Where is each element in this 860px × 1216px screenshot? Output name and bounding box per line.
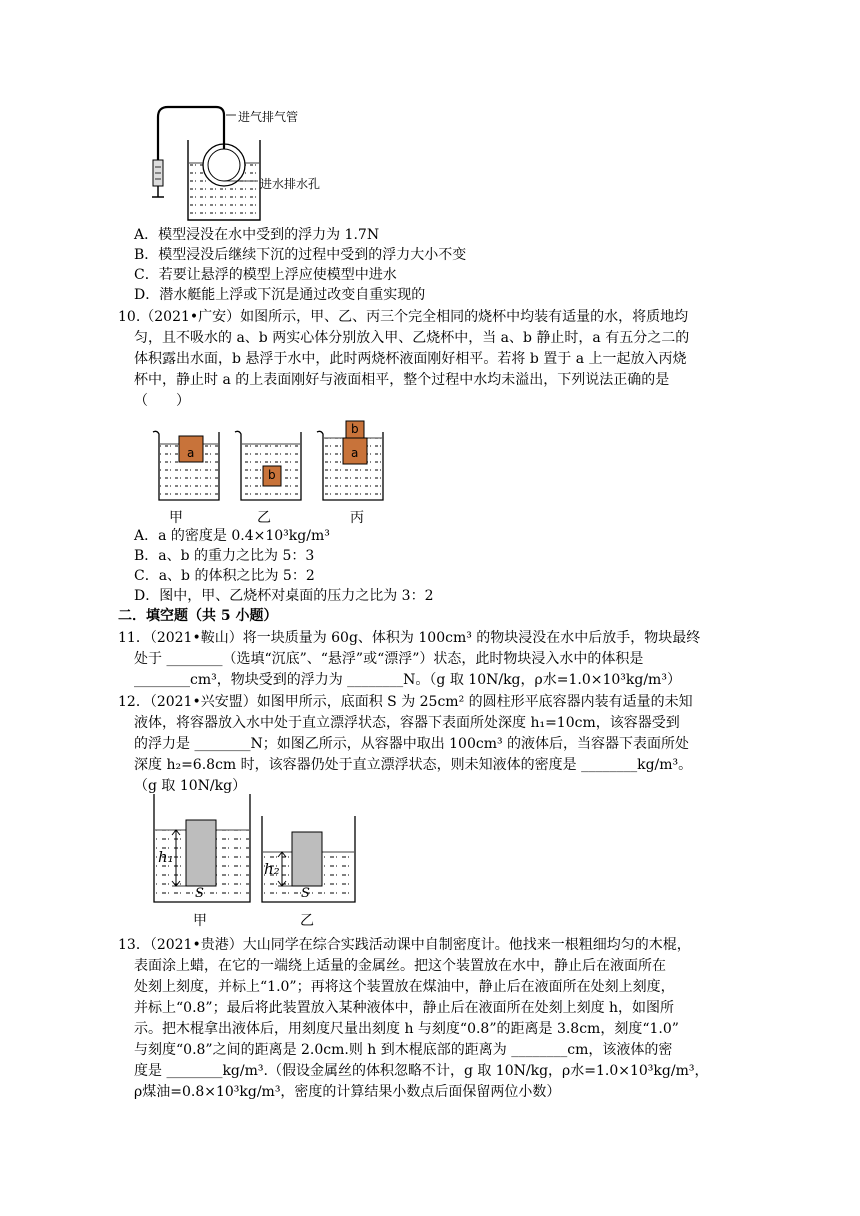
q10-line-1: 10.（2021•广安）如图所示，甲、乙、丙三个完全相同的烧杯中均装有适量的水，将质地均 (118, 309, 689, 325)
q13-line-7: 度是 ________kg/m³.（假设金属丝的体积忽略不计，g 取 10N/kg，ρ水=1.0×10³kg/m³， (134, 1063, 709, 1079)
block-a-bottom-label: a (351, 446, 359, 460)
caption-jia-q12: 甲 (193, 913, 207, 929)
q10-line-5: （ ） (134, 393, 190, 409)
q12-line-5: （g 取 10N/kg） (134, 778, 247, 794)
q10-line-3: 体积露出水面，b 悬浮于水中，此时两烧杯液面刚好相平。若将 b 置于 a 上一起放入丙烧 (134, 351, 687, 367)
q13-line-8: ρ煤油=0.8×10³kg/m³，密度的计算结果小数点后面保留两位小数） (134, 1084, 561, 1100)
h2-label: h₂ (264, 860, 280, 878)
q13-line-2: 表面涂上蜡，在它的一端绕上适量的金属丝。把这个装置放在水中，静止后在液面所在 (134, 958, 666, 974)
block-a-label: a (187, 446, 195, 460)
q9-option-b: B．模型浸没后继续下沉的过程中受到的浮力大小不变 (134, 247, 467, 263)
q10-option-d: D．图中，甲、乙烧杯对桌面的压力之比为 3：2 (134, 588, 434, 604)
q9-option-d: D．潜水艇能上浮或下沉是通过改变自重实现的 (134, 287, 426, 303)
q13-line-3: 处刻上刻度，并标上“1.0”；再将这个装置放在煤油中，静止后在液面所在处刻上刻度， (134, 979, 675, 995)
caption-yi-q12: 乙 (300, 913, 314, 929)
q10-figure (145, 418, 405, 528)
q12-figure (150, 790, 380, 930)
section-title-fill-blank: 二．填空题（共 5 小题） (118, 608, 278, 624)
q9-option-c: C．若要让悬浮的模型上浮应使模型中进水 (134, 267, 397, 283)
q12-line-3: 的浮力是 ________N；如图乙所示，从容器中取出 100cm³ 的液体后，当容器下表面所处 (134, 736, 690, 752)
label-intake-exhaust-tube: 进气排气管 (238, 110, 299, 124)
q10-option-c: C．a、b 的体积之比为 5：2 (134, 568, 315, 584)
s-label-jia: S (195, 886, 204, 901)
q12-line-2: 液体，将容器放入水中处于直立漂浮状态，容器下表面所处深度 h₁=10cm，该容器受到 (134, 715, 680, 731)
q9-option-a: A．模型浸没在水中受到的浮力为 1.7N (134, 227, 380, 243)
q11-line-1: 11．（2021•鞍山）将一块质量为 60g、体积为 100cm³ 的物块浸没在水中后放手，物块最终 (118, 630, 701, 646)
q13-line-6: 与刻度“0.8”之间的距离是 2.0cm.则 h 到木棍底部的距离为 ________cm，该液体的密 (134, 1042, 673, 1058)
q10-line-4: 杯中，静止时 a 的上表面刚好与液面相平，整个过程中水均未溢出，下列说法正确的是 (134, 372, 670, 388)
caption-bing: 丙 (350, 510, 364, 526)
q11-line-2: 处于 ________（选填“沉底”、“悬浮”或“漂浮”）状态，此时物块浸入水中的体积是 (134, 651, 644, 667)
q13-line-1: 13．（2021•贵港）大山同学在综合实践活动课中自制密度计。他找来一根粗细均匀的木棍， (118, 937, 691, 953)
q12-line-1: 12．（2021•兴安盟）如图甲所示，底面积 S 为 25cm² 的圆柱形平底容器内装有适量的未知 (118, 694, 693, 710)
h1-label: h₁ (158, 848, 174, 866)
caption-jia: 甲 (169, 510, 183, 526)
q10-line-2: 匀，且不吸水的 a、b 两实心体分别放入甲、乙烧杯中，当 a、b 静止时，a 有五分之二的 (134, 330, 690, 346)
q13-line-4: 并标上“0.8”；最后将此装置放入某种液体中，静止后在液面所在处刻上刻度 h，如图所 (134, 1000, 675, 1016)
q13-line-5: 示。把木棍拿出液体后，用刻度尺量出刻度 h 与刻度“0.8”的距离是 3.8cm，刻度“1.0” (134, 1021, 679, 1037)
s-label-yi: S (301, 886, 310, 901)
block-b-label: b (268, 468, 276, 482)
q12-line-4: 深度 h₂=6.8cm 时，该容器仍处于直立漂浮状态，则未知液体的密度是 ________kg/m³。 (134, 757, 693, 773)
caption-yi: 乙 (257, 510, 271, 526)
q9-figure (140, 105, 360, 225)
label-water-hole: 进水排水孔 (260, 177, 321, 191)
q11-line-3: ________cm³，物块受到的浮力为 ________N。（g 取 10N/kg，ρ水=1.0×10³kg/m³） (134, 672, 681, 688)
q10-option-a: A．a 的密度是 0.4×10³kg/m³ (134, 528, 330, 544)
q10-option-b: B．a、b 的重力之比为 5：3 (134, 548, 315, 564)
block-b-top-label: b (351, 422, 359, 436)
